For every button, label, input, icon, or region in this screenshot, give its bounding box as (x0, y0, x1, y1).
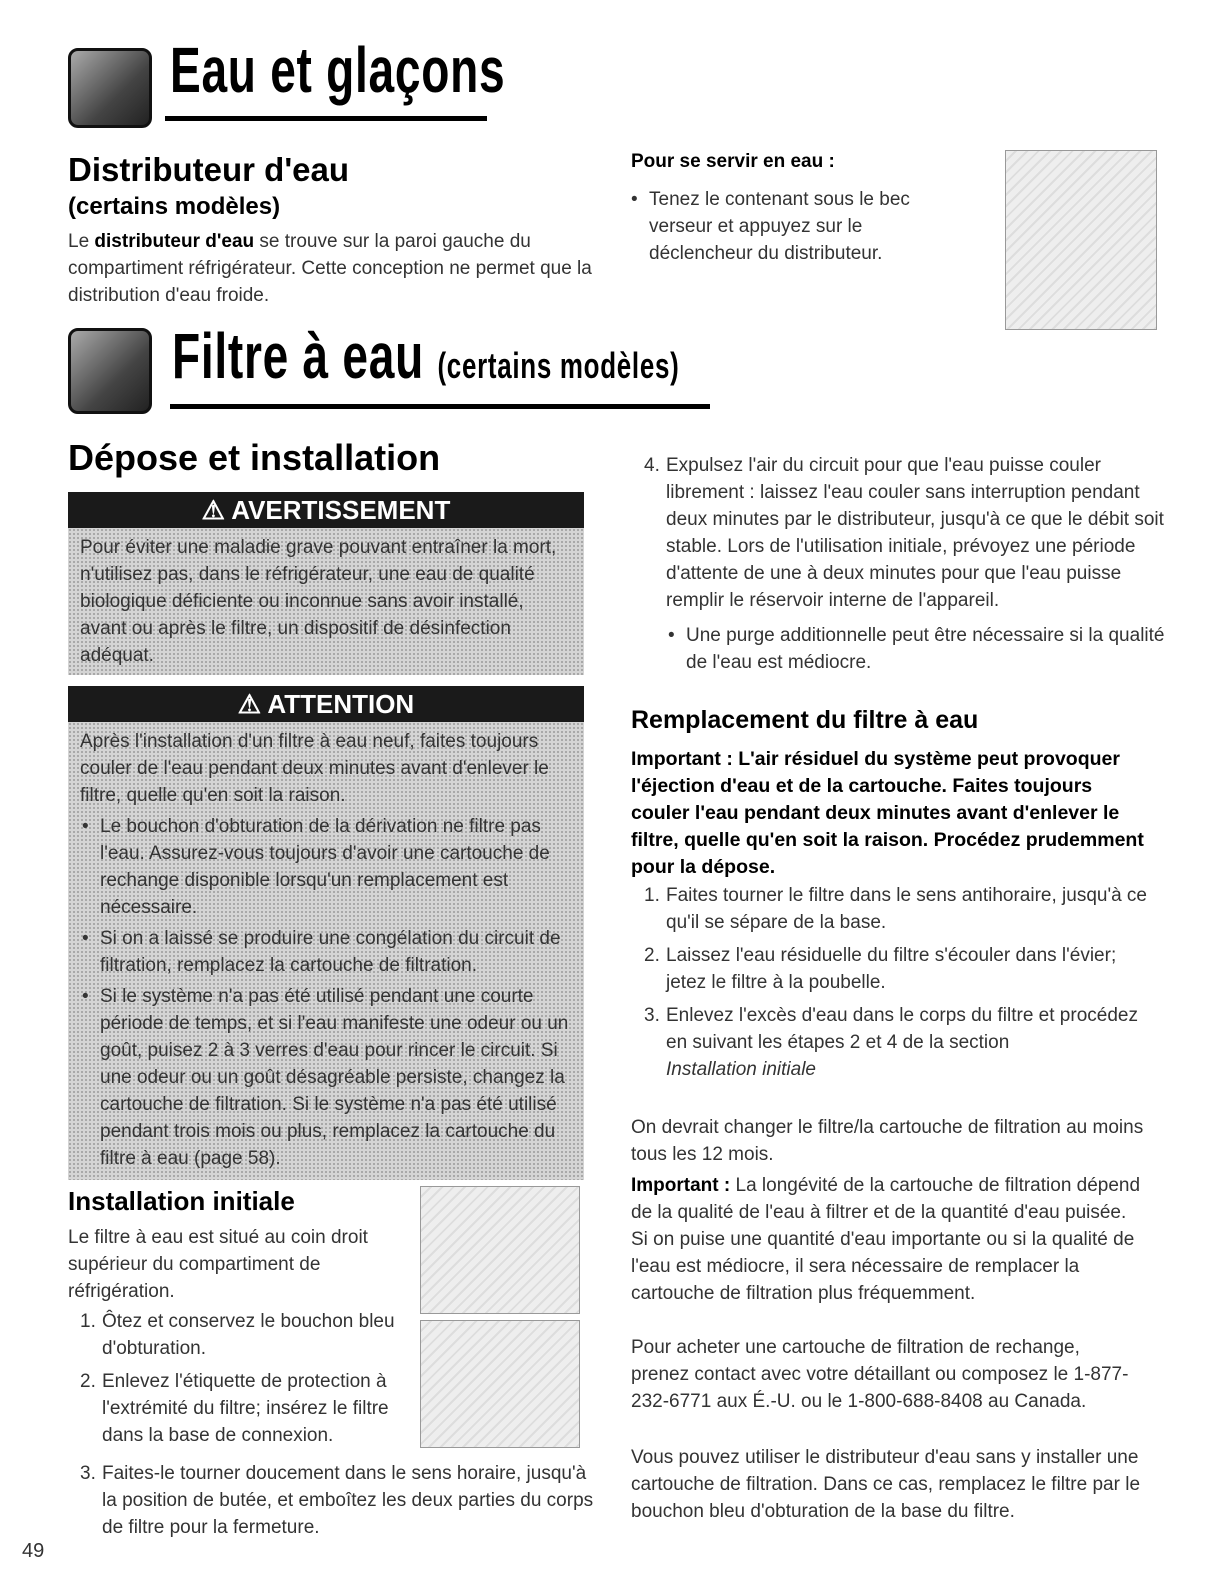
filter-title-rule (170, 404, 710, 409)
caution-bullet: • Le bouchon d'obturation de la dérivation ne filtre pas l'eau. Assurez-vous toujours d'avoir une cartouche de rechange disponible lorsqu'un remplacement est nécessaire. (82, 816, 550, 918)
caution-bullet: • Si on a laissé se produire une congélation du circuit de filtration, remplacez la cartouche de filtration. (82, 928, 561, 976)
page-number: 49 (22, 1540, 45, 1562)
replace-use-text: Vous pouvez utiliser le distributeur d'eau sans y installer une cartouche de filtration. Dans ce cas, remplacez le filtre par le bouchon bleu d'obturation de la base du filtre. (631, 1447, 1141, 1522)
water-filter-icon (68, 328, 152, 414)
filter-housing-illustration (420, 1186, 580, 1314)
serve-bullet: • Tenez le contenant sous le bec verseur et appuyez sur le déclencheur du distributeur. (631, 189, 910, 264)
replace-buy-text: Pour acheter une cartouche de filtration de rechange, prenez contact avec votre détaillant ou composez le 1-877-232-6771 aux É.-U. ou le 1-800-688-8408 au Canada. (631, 1337, 1129, 1412)
depose-heading: Dépose et installation (68, 437, 441, 478)
replace-change-text: On devrait changer le filtre/la cartouche de filtration au moins tous les 12 mois. (631, 1117, 1144, 1165)
ice-bucket-icon (68, 48, 152, 128)
caution-box (68, 686, 584, 1180)
install-steps (80, 1308, 410, 1449)
caution-header: ⚠ ATTENTION (68, 686, 584, 722)
dispenser-text: Le distributeur d'eau se trouve sur la paroi gauche du compartiment réfrigérateur. Cette conception ne permet que la distribution d'eau froide. (68, 231, 592, 306)
replace-step: 1. Faites tourner le filtre dans le sens antihoraire, jusqu'à ce qu'il se sépare de la base. (644, 885, 1147, 933)
dispenser-subheading: (certains modèles) (68, 193, 281, 220)
title-rule (165, 116, 487, 121)
caution-bullet: • Si le système n'a pas été utilisé pendant une courte période de temps, et si l'eau manifeste une odeur ou un goût, puisez 2 à 3 verres d'eau pour rincer le circuit. Si une odeur ou un goût désagréable persiste, changez la cartouche de filtration. Si le système n'a pas été utilisé pendant trois mois ou plus, remplacez la cartouche du filtre à eau (page 58). (82, 986, 569, 1169)
install-step: 3. Faites-le tourner doucement dans le sens horaire, jusqu'à la position de butée, et emboîtez les deux parties du corps de filtre pour la fermeture. (80, 1463, 594, 1538)
replace-steps (644, 882, 1149, 1083)
filter-section-title: Filtre à eau (certains modèles) (172, 320, 680, 392)
serve-heading: Pour se servir en eau : (631, 151, 835, 172)
install-step: 1. Ôtez et conservez le bouchon bleu d'obturation. (80, 1311, 395, 1359)
step-4-bullet: • Une purge additionnelle peut être nécessaire si la qualité de l'eau est médiocre. (668, 625, 1165, 673)
warning-box (68, 492, 584, 675)
install-step: 2. Enlevez l'étiquette de protection à l'extrémité du filtre; insérez le filtre dans la base de connexion. (80, 1371, 389, 1446)
replace-step: 2. Laissez l'eau résiduelle du filtre s'écouler dans l'évier; jetez le filtre à la poubelle. (644, 945, 1117, 993)
page-title: Eau et glaçons (170, 34, 506, 106)
replace-important-2: Important : La longévité de la cartouche de filtration dépend de la qualité de l'eau à filtrer et de la quantité d'eau puisée. Si on puise une quantité d'eau importante ou si la qualité de l'eau est médiocre, il sera nécessaire de remplacer la cartouche de filtration plus fréquemment. (631, 1175, 1141, 1304)
step-3-section-ref: Installation initiale (666, 1059, 816, 1080)
dispenser-heading: Distributeur d'eau (68, 151, 350, 188)
replace-heading: Remplacement du filtre à eau (631, 706, 979, 734)
warning-header: ⚠ AVERTISSEMENT (68, 492, 584, 528)
filter-insert-illustration (420, 1320, 580, 1448)
replace-step: 3. Enlevez l'excès d'eau dans le corps du filtre et procédez en suivant les étapes 2 et 4 de la section Installation initiale (644, 1002, 1149, 1083)
install-heading: Installation initiale (68, 1186, 295, 1216)
step-4: 4. Expulsez l'air du circuit pour que l'eau puisse couler librement : laissez l'eau couler sans interruption pendant deux minutes par le distributeur, jusqu'à ce que le débit soit stable. Lors de l'utilisation initiale, prévoyez une période d'attente de une à deux minutes pour que l'eau puisse remplir le réservoir interne de l'appareil. • Une purge additionnelle peut être nécessaire si la qualité de l'eau est médiocre. (644, 452, 1166, 676)
warning-text: Pour éviter une maladie grave pouvant entraîner la mort, n'utilisez pas, dans le réfrigérateur, une eau de qualité biologique déficiente ou inconnue sans avoir installé, avant ou après le filtre, un dispositif de désinfection adéquat. (68, 528, 584, 675)
install-intro: Le filtre à eau est situé au coin droit supérieur du compartiment de réfrigération. (68, 1227, 368, 1302)
caution-intro: Après l'installation d'un filtre à eau neuf, faites toujours couler de l'eau pendant deux minutes avant d'enlever le filtre, quelle qu'en soit la raison. (80, 731, 549, 806)
dispenser-illustration (1005, 150, 1157, 330)
replace-important: Important : L'air résiduel du système peut provoquer l'éjection d'eau et de la cartouche. Faites toujours couler l'eau pendant deux minutes avant d'enlever le filtre, quelle qu'en soit la raison. Procédez prudemment pour la dépose. (631, 748, 1144, 878)
